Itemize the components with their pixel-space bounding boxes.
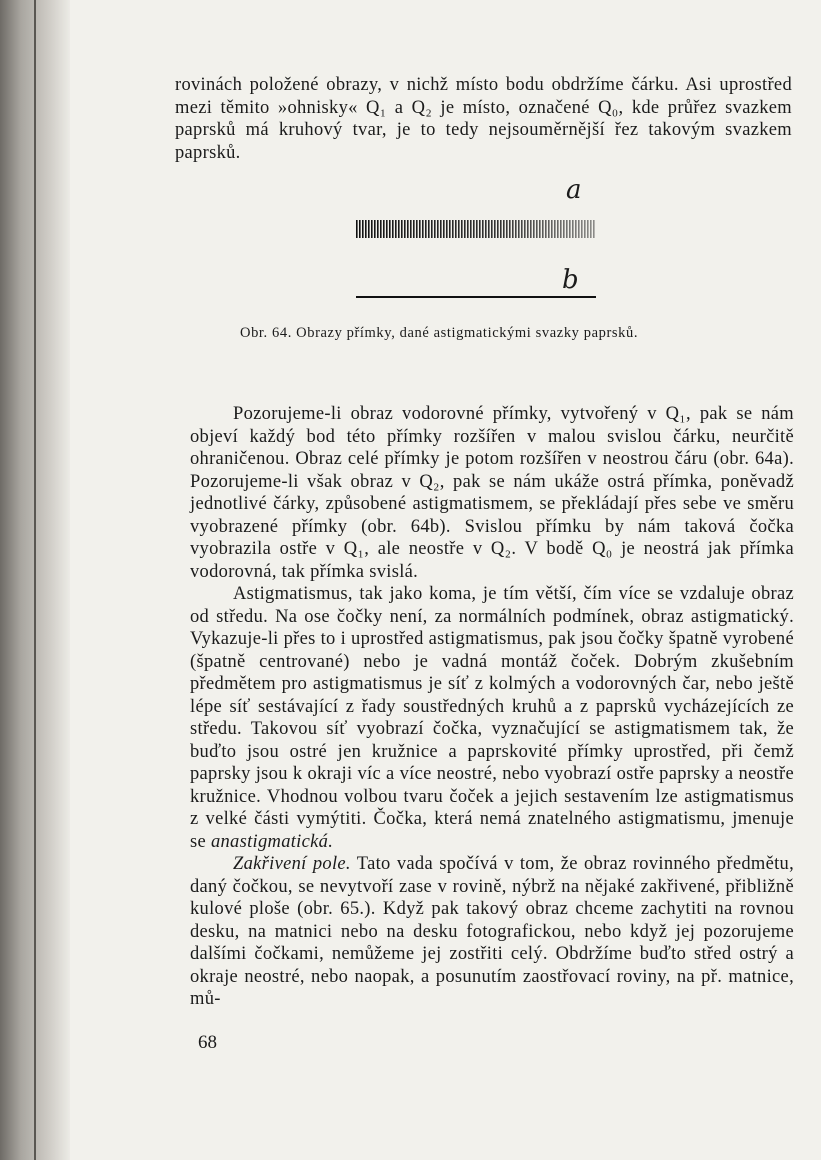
paragraph-3 bbox=[190, 853, 794, 1011]
blurred-line-a bbox=[356, 220, 596, 238]
page-number: 68 bbox=[198, 1032, 217, 1053]
top-paragraph-text: rovinách položené obrazy, v nichž místo bodu obdržíme čárku. Asi uprostřed mezi těmito »ohnisky« Q₁ a Q₂ je místo, označené Q₀, kde průřez svazkem paprsků má kruhový tvar, je to tedy nejsouměrnější řez takovým svazkem paprsků. bbox=[175, 75, 792, 163]
figure-label-b: b bbox=[562, 265, 579, 295]
body-text bbox=[190, 403, 794, 1011]
paragraph-3-heading: Zakřivení pole. bbox=[233, 854, 351, 874]
book-binding bbox=[0, 0, 70, 1160]
sharp-line-b bbox=[356, 296, 596, 298]
paragraph-3-text: Tato vada spočívá v tom, že obraz rovinného předmětu, daný čočkou, se nevytvoří zase v rovině, nýbrž na nějaké zakřivené, přibližně kulové ploše (obr. 65.). Když pak takový obraz chceme zachytiti na rovnou desku, na matnici nebo na desku fotografickou, nebo když jej pozorujeme dalšími čočkami, nemůžeme jej zostřiti celý. Obdržíme buďto střed ostrý a okraje neostré, nebo naopak, a posunutím zaostřovací roviny, na př. matnice, mů- bbox=[190, 854, 794, 1009]
figure-label-a: a bbox=[566, 175, 582, 205]
top-paragraph bbox=[175, 74, 792, 164]
paragraph-2 bbox=[190, 583, 794, 853]
paragraph-1: Pozorujeme-li obraz vodorovné přímky, vytvořený v Q₁, pak se nám objeví každý bod této přímky rozšířen v malou svislou čárku, neurčitě ohraničenou. Obraz celé přímky je potom rozšířen v neostrou čáru (obr. 64a). Pozorujeme-li však obraz v Q₂, pak se nám ukáže ostrá přímka, poněvadž jednotlivé čárky, způsobené astigmatismem, se překládají přes sebe ve směru vyobrazené přímky (obr. 64b). Svislou přímku by nám taková čočka vyobrazila ostře v Q₁, ale neostře v Q₂. V bodě Q₀ je neostrá jak přímka vodorovná, tak přímka svislá. bbox=[190, 404, 794, 582]
paragraph-2-text: Astigmatismus, tak jako koma, je tím větší, čím více se vzdaluje obraz od středu. Na ose čočky není, za normálních podmínek, obraz astigmatický. Vykazuje-li přes to i uprostřed astigmatismus, pak jsou čočky špatně vyrobené (špatně centrované) nebo je vadná montáž čoček. Dobrým zkušebním předmětem pro astigmatismus je síť z kolmých a vodorovných čar, nebo ještě lépe síť sestávající z řady soustředných kruhů a z paprsků vycházejících ze středu. Takovou síť vyobrazí čočka, vyznačující se astigmatismem tak, že buďto jsou ostré jen kružnice a paprskovité přímky uprostřed, při čemž paprsky jsou k okraji víc a více neostré, nebo vyobrazí ostře paprsky a neostře kružnice. Vhodnou volbou tvaru čoček a jejich sestavením lze astigmatismus z velké části vymýtiti. Čočka, která nemá znatelného astigmatismu, jmenuje se bbox=[190, 584, 794, 852]
paragraph-2-term: anastigmatická. bbox=[210, 831, 334, 852]
figure-caption: Obr. 64. Obrazy přímky, dané astigmatickými svazky paprsků. bbox=[240, 325, 639, 341]
figure-64 bbox=[356, 175, 598, 302]
